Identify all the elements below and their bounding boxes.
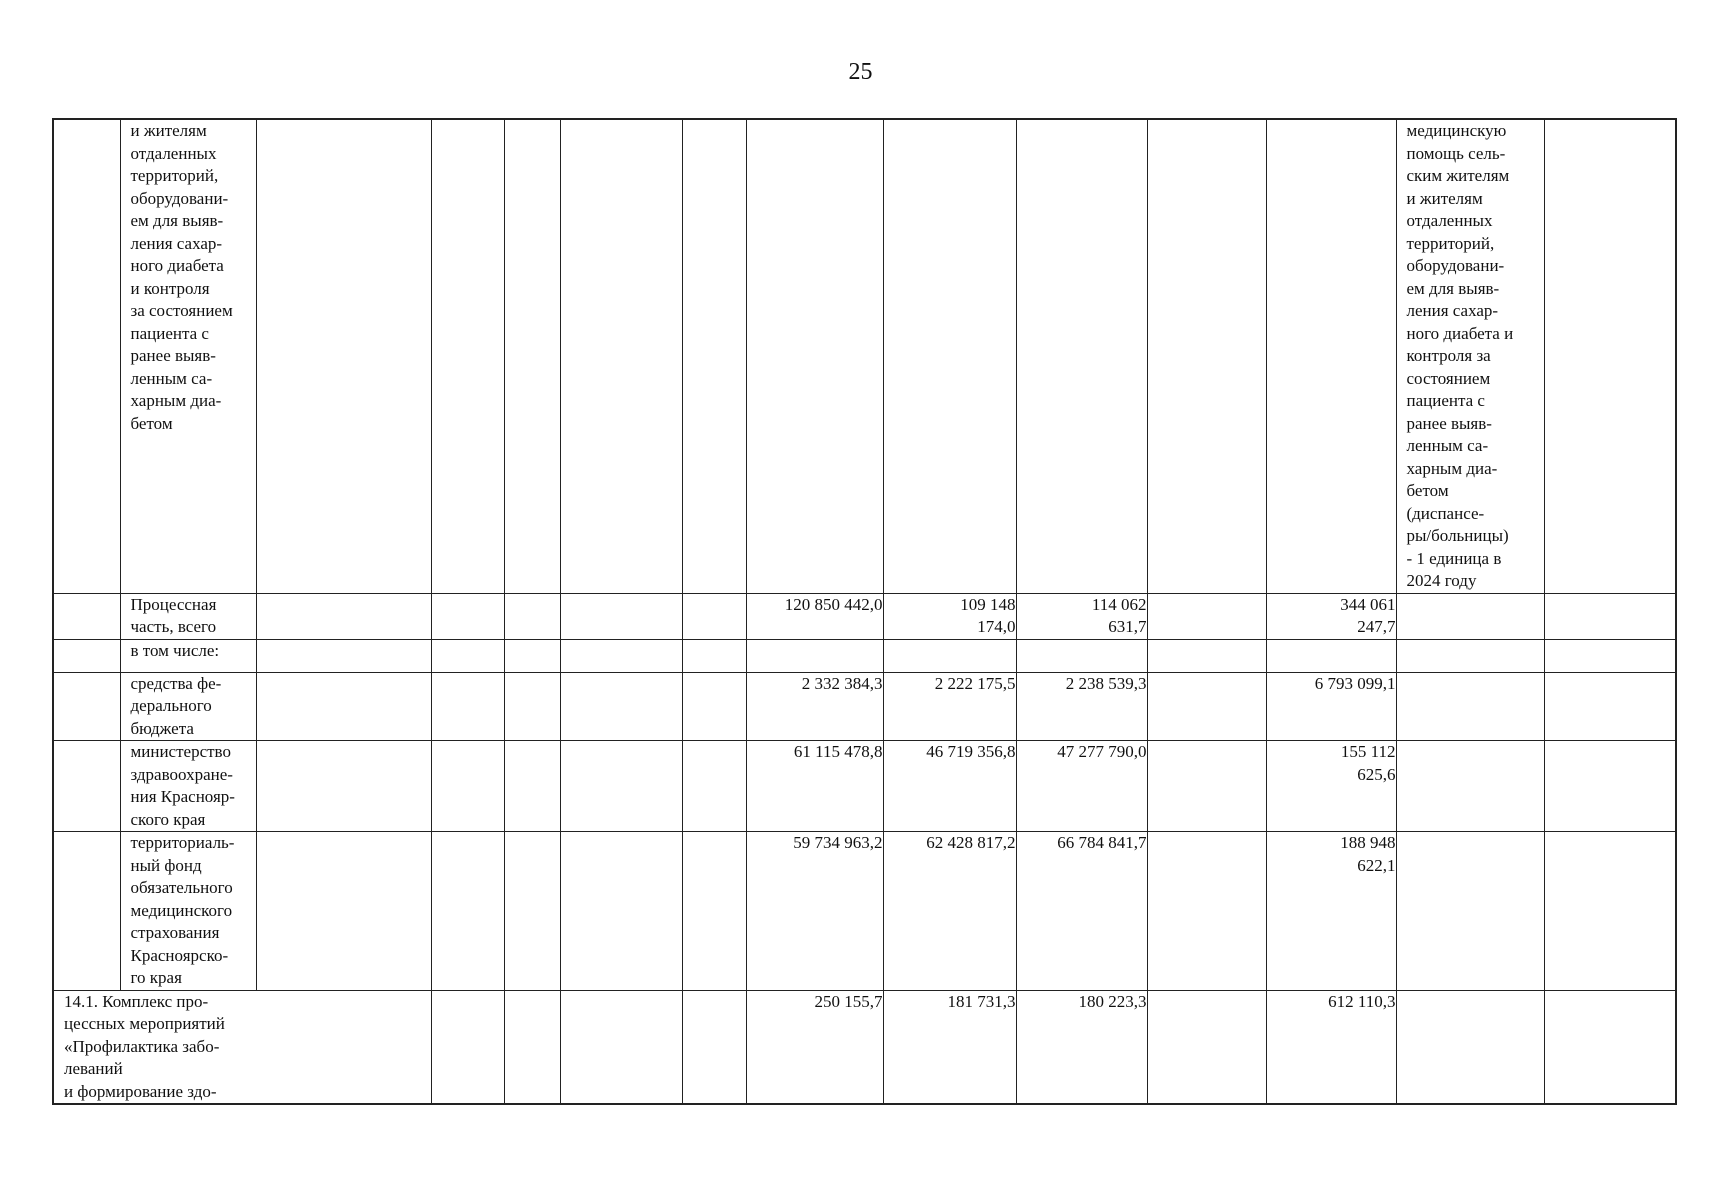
table-cell [431, 639, 504, 672]
table-cell [53, 593, 120, 639]
table-cell [560, 639, 682, 672]
result-cell [1396, 593, 1544, 639]
table-cell [504, 593, 560, 639]
row-name: территориаль- ный фонд обязательного медицинского страхования Красноярско- го края [120, 832, 256, 991]
table-cell [682, 832, 746, 991]
result-cell [1396, 639, 1544, 672]
value-2025 [883, 639, 1016, 672]
table-cell [1147, 593, 1266, 639]
result-cell [1396, 832, 1544, 991]
table-cell [53, 672, 120, 741]
table-row [53, 741, 1676, 832]
value-2024: 250 155,7 [746, 990, 883, 1104]
table-cell [431, 990, 504, 1104]
table-cell [431, 672, 504, 741]
table-cell [431, 832, 504, 991]
result-cell [1396, 672, 1544, 741]
table-cell [53, 639, 120, 672]
table-cell [504, 741, 560, 832]
page-number: 25 [848, 59, 873, 85]
table-row [53, 672, 1676, 741]
value-2025 [883, 119, 1016, 593]
value-2026: 2 238 539,3 [1016, 672, 1147, 741]
table-cell [682, 119, 746, 593]
value-2024: 120 850 442,0 [746, 593, 883, 639]
table-cell [1147, 990, 1266, 1104]
value-total: 344 061 247,7 [1266, 593, 1396, 639]
value-2024: 2 332 384,3 [746, 672, 883, 741]
value-2026: 114 062 631,7 [1016, 593, 1147, 639]
table-cell [256, 639, 431, 672]
section-title: 14.1. Комплекс про- цессных мероприятий «Профилактика забо- леваний и формирование здо- [53, 990, 431, 1104]
table-row [53, 832, 1676, 991]
row-name: министерство здравоохране- ния Краснояр- ского края [120, 741, 256, 832]
value-total [1266, 119, 1396, 593]
table-cell [560, 990, 682, 1104]
table-cell [1147, 119, 1266, 593]
table-cell [560, 832, 682, 991]
table-cell [504, 672, 560, 741]
budget-table [52, 118, 1677, 1105]
table-cell [560, 119, 682, 593]
value-2025: 2 222 175,5 [883, 672, 1016, 741]
table-cell [1544, 119, 1676, 593]
table-cell [682, 990, 746, 1104]
table-cell [682, 672, 746, 741]
table-cell [1147, 832, 1266, 991]
value-2026: 47 277 790,0 [1016, 741, 1147, 832]
result-cell [1396, 990, 1544, 1104]
value-2024: 61 115 478,8 [746, 741, 883, 832]
table-cell [1544, 832, 1676, 991]
table-row [53, 639, 1676, 672]
table-cell [1147, 672, 1266, 741]
row-name: средства фе- дерального бюджета [120, 672, 256, 741]
table-cell [682, 639, 746, 672]
table-cell [431, 119, 504, 593]
value-2024 [746, 119, 883, 593]
table-cell [256, 832, 431, 991]
value-total: 6 793 099,1 [1266, 672, 1396, 741]
table-cell [53, 832, 120, 991]
result-cell: медицинскую помощь сель- ским жителям и жителям отдаленных территорий, оборудовани- ем для выяв- ления сахар- ного диабета и контроля за состоянием пациента с ранее выяв- ленным са- харным диа- бетом (диспансе- ры/больницы) - 1 единица в 2024 году [1396, 119, 1544, 593]
table-cell [256, 741, 431, 832]
row-name: Процессная часть, всего [120, 593, 256, 639]
value-2025: 62 428 817,2 [883, 832, 1016, 991]
table-cell [504, 832, 560, 991]
table-row [53, 593, 1676, 639]
row-name: и жителям отдаленных территорий, оборудовани- ем для выяв- ления сахар- ного диабета и контроля за состоянием пациента с ранее выяв- ленным са- харным диа- бетом [120, 119, 256, 593]
table-cell [1544, 593, 1676, 639]
table-cell [1544, 639, 1676, 672]
table-cell [504, 639, 560, 672]
table-cell [1544, 990, 1676, 1104]
value-total: 188 948 622,1 [1266, 832, 1396, 991]
table-cell [256, 672, 431, 741]
table-cell [431, 593, 504, 639]
table-cell [504, 119, 560, 593]
value-2026: 180 223,3 [1016, 990, 1147, 1104]
value-2026 [1016, 119, 1147, 593]
value-2026 [1016, 639, 1147, 672]
result-cell [1396, 741, 1544, 832]
table-cell [682, 593, 746, 639]
table-cell [560, 741, 682, 832]
table-cell [1147, 741, 1266, 832]
value-2025: 109 148 174,0 [883, 593, 1016, 639]
table-cell [504, 990, 560, 1104]
table-cell [256, 119, 431, 593]
table-cell [1544, 741, 1676, 832]
row-name: в том числе: [120, 639, 256, 672]
value-total [1266, 639, 1396, 672]
table-cell [560, 593, 682, 639]
table-cell [256, 593, 431, 639]
table-row [53, 119, 1676, 593]
value-2026: 66 784 841,7 [1016, 832, 1147, 991]
value-total: 155 112 625,6 [1266, 741, 1396, 832]
table-cell [560, 672, 682, 741]
table-cell [1544, 672, 1676, 741]
table-cell [53, 741, 120, 832]
table-cell [1147, 639, 1266, 672]
value-2025: 181 731,3 [883, 990, 1016, 1104]
table-cell [682, 741, 746, 832]
value-2025: 46 719 356,8 [883, 741, 1016, 832]
value-2024: 59 734 963,2 [746, 832, 883, 991]
value-total: 612 110,3 [1266, 990, 1396, 1104]
table-cell [53, 119, 120, 593]
table-cell [431, 741, 504, 832]
table-row [53, 990, 1676, 1104]
value-2024 [746, 639, 883, 672]
